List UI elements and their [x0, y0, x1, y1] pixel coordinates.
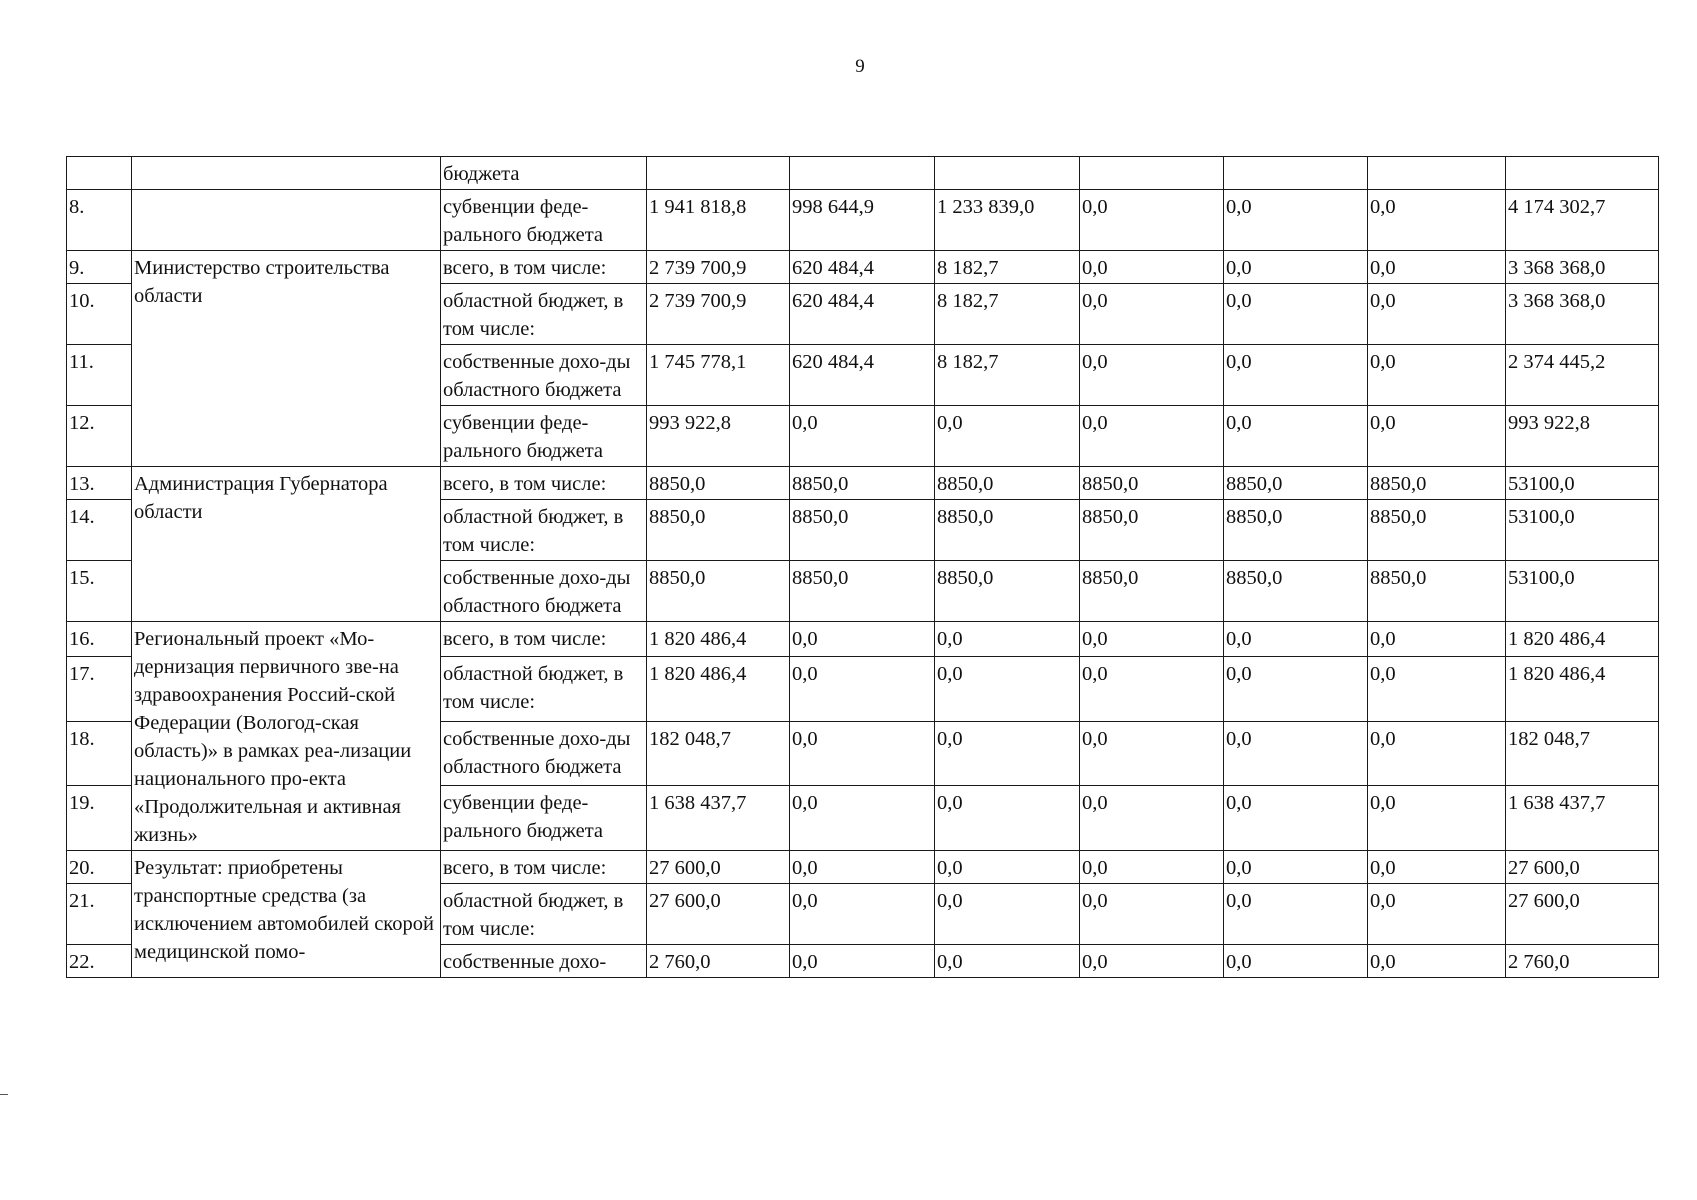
value-cell: 0,0: [1080, 884, 1224, 945]
funding-type-cell: субвенции феде-рального бюджета: [441, 786, 647, 851]
recipient-cell: [132, 190, 441, 251]
value-cell: 8850,0: [647, 500, 790, 561]
value-cell: [647, 157, 790, 190]
value-cell: 8850,0: [1080, 467, 1224, 500]
value-cell: 8850,0: [790, 500, 935, 561]
table-row: [67, 467, 1659, 500]
value-cell: 8850,0: [935, 500, 1080, 561]
value-cell: 8850,0: [935, 561, 1080, 622]
value-cell: 0,0: [1080, 284, 1224, 345]
value-cell: 0,0: [790, 945, 935, 978]
value-cell: 0,0: [1224, 945, 1368, 978]
value-cell: 2 739 700,9: [647, 284, 790, 345]
value-cell: 0,0: [1224, 721, 1368, 786]
value-cell: [1368, 157, 1506, 190]
value-cell: 2 739 700,9: [647, 251, 790, 284]
value-cell: 0,0: [1080, 786, 1224, 851]
value-cell: 182 048,7: [647, 721, 790, 786]
page-number: 9: [855, 56, 865, 77]
value-cell: 0,0: [1224, 190, 1368, 251]
funding-type-cell: областной бюджет, в том числе:: [441, 656, 647, 721]
value-cell: 0,0: [790, 786, 935, 851]
value-cell: 0,0: [1080, 851, 1224, 884]
value-cell: 8850,0: [1368, 467, 1506, 500]
table-row: [67, 190, 1659, 251]
funding-type-cell: всего, в том числе:: [441, 467, 647, 500]
value-cell: 8850,0: [1080, 500, 1224, 561]
value-cell: 0,0: [1080, 251, 1224, 284]
value-cell: 0,0: [790, 406, 935, 467]
table-row: [67, 622, 1659, 657]
funding-type-cell: субвенции феде-рального бюджета: [441, 190, 647, 251]
value-cell: 0,0: [1224, 786, 1368, 851]
funding-type-cell: областной бюджет, в том числе:: [441, 284, 647, 345]
value-cell: 0,0: [1368, 656, 1506, 721]
funding-type-cell: областной бюджет, в том числе:: [441, 500, 647, 561]
recipient-cell: Результат: приобретены транспортные средства (за исключением автомобилей скорой медицинской помо-: [132, 851, 441, 978]
value-cell: 0,0: [1368, 884, 1506, 945]
table-row: [67, 157, 1659, 190]
value-cell: 993 922,8: [1506, 406, 1659, 467]
value-cell: [1506, 157, 1659, 190]
value-cell: 0,0: [1368, 406, 1506, 467]
row-number-cell: 22.: [67, 945, 132, 978]
value-cell: 0,0: [1368, 345, 1506, 406]
funding-type-cell: всего, в том числе:: [441, 622, 647, 657]
value-cell: 2 374 445,2: [1506, 345, 1659, 406]
value-cell: 0,0: [935, 851, 1080, 884]
value-cell: 27 600,0: [647, 851, 790, 884]
row-number-cell: 21.: [67, 884, 132, 945]
recipient-cell: [132, 157, 441, 190]
value-cell: [790, 157, 935, 190]
row-number-cell: 11.: [67, 345, 132, 406]
value-cell: 1 820 486,4: [647, 622, 790, 657]
value-cell: 0,0: [935, 406, 1080, 467]
value-cell: 0,0: [1368, 190, 1506, 251]
value-cell: 620 484,4: [790, 284, 935, 345]
value-cell: 0,0: [935, 622, 1080, 657]
value-cell: 0,0: [1368, 851, 1506, 884]
value-cell: 0,0: [1080, 345, 1224, 406]
value-cell: 0,0: [1224, 406, 1368, 467]
value-cell: 620 484,4: [790, 345, 935, 406]
value-cell: 8850,0: [1224, 500, 1368, 561]
value-cell: 0,0: [1368, 721, 1506, 786]
recipient-cell: Администрация Губернатора области: [132, 467, 441, 622]
value-cell: 1 941 818,8: [647, 190, 790, 251]
funding-type-cell: субвенции феде-рального бюджета: [441, 406, 647, 467]
row-number-cell: 12.: [67, 406, 132, 467]
value-cell: [935, 157, 1080, 190]
row-number-cell: 9.: [67, 251, 132, 284]
value-cell: 8850,0: [1368, 500, 1506, 561]
value-cell: 27 600,0: [647, 884, 790, 945]
value-cell: 0,0: [1080, 406, 1224, 467]
value-cell: 0,0: [1224, 622, 1368, 657]
value-cell: 8850,0: [790, 467, 935, 500]
value-cell: 182 048,7: [1506, 721, 1659, 786]
value-cell: 53100,0: [1506, 561, 1659, 622]
value-cell: 0,0: [790, 851, 935, 884]
value-cell: 8850,0: [790, 561, 935, 622]
value-cell: 1 638 437,7: [647, 786, 790, 851]
funding-type-cell: собственные дохо-ды областного бюджета: [441, 561, 647, 622]
value-cell: 0,0: [935, 786, 1080, 851]
value-cell: 0,0: [935, 884, 1080, 945]
value-cell: 0,0: [790, 721, 935, 786]
value-cell: 3 368 368,0: [1506, 251, 1659, 284]
value-cell: 993 922,8: [647, 406, 790, 467]
value-cell: [1080, 157, 1224, 190]
funding-type-cell: собственные дохо-: [441, 945, 647, 978]
row-number-cell: 16.: [67, 622, 132, 657]
value-cell: 8850,0: [935, 467, 1080, 500]
margin-mark: [0, 1094, 8, 1095]
value-cell: 0,0: [935, 945, 1080, 978]
value-cell: 1 638 437,7: [1506, 786, 1659, 851]
value-cell: 8850,0: [1224, 561, 1368, 622]
value-cell: 1 820 486,4: [1506, 622, 1659, 657]
recipient-cell: Министерство строительства области: [132, 251, 441, 467]
value-cell: 0,0: [1368, 786, 1506, 851]
row-number-cell: 18.: [67, 721, 132, 786]
funding-type-cell: областной бюджет, в том числе:: [441, 884, 647, 945]
value-cell: 1 745 778,1: [647, 345, 790, 406]
value-cell: 0,0: [790, 622, 935, 657]
row-number-cell: [67, 157, 132, 190]
value-cell: 0,0: [790, 656, 935, 721]
budget-table-body: [67, 157, 1659, 978]
value-cell: 8850,0: [1224, 467, 1368, 500]
value-cell: 1 820 486,4: [1506, 656, 1659, 721]
value-cell: 8850,0: [1080, 561, 1224, 622]
funding-type-cell: всего, в том числе:: [441, 251, 647, 284]
row-number-cell: 14.: [67, 500, 132, 561]
value-cell: 0,0: [1368, 622, 1506, 657]
value-cell: 0,0: [1080, 945, 1224, 978]
value-cell: 0,0: [1224, 284, 1368, 345]
value-cell: 0,0: [1368, 251, 1506, 284]
value-cell: 0,0: [1080, 721, 1224, 786]
value-cell: 27 600,0: [1506, 851, 1659, 884]
value-cell: 0,0: [1368, 945, 1506, 978]
funding-type-cell: бюджета: [441, 157, 647, 190]
value-cell: 53100,0: [1506, 500, 1659, 561]
row-number-cell: 17.: [67, 656, 132, 721]
value-cell: 8850,0: [647, 467, 790, 500]
value-cell: [1224, 157, 1368, 190]
value-cell: 2 760,0: [647, 945, 790, 978]
value-cell: 0,0: [1224, 251, 1368, 284]
value-cell: 0,0: [1224, 851, 1368, 884]
row-number-cell: 19.: [67, 786, 132, 851]
value-cell: 8 182,7: [935, 284, 1080, 345]
table-row: [67, 251, 1659, 284]
value-cell: 0,0: [1224, 345, 1368, 406]
row-number-cell: 15.: [67, 561, 132, 622]
row-number-cell: 8.: [67, 190, 132, 251]
value-cell: 8 182,7: [935, 251, 1080, 284]
value-cell: 0,0: [935, 656, 1080, 721]
value-cell: 4 174 302,7: [1506, 190, 1659, 251]
recipient-cell: Региональный проект «Мо-дернизация первичного зве-на здравоохранения Россий-ской Федерации (Вологод-ская область)» в рамках реа-лизации национального про-екта «Продолжительная и активная жизнь»: [132, 622, 441, 851]
funding-type-cell: всего, в том числе:: [441, 851, 647, 884]
row-number-cell: 20.: [67, 851, 132, 884]
budget-table: [66, 156, 1659, 978]
value-cell: 27 600,0: [1506, 884, 1659, 945]
row-number-cell: 13.: [67, 467, 132, 500]
table-row: [67, 851, 1659, 884]
value-cell: 0,0: [1080, 622, 1224, 657]
value-cell: 0,0: [1080, 190, 1224, 251]
value-cell: 0,0: [1080, 656, 1224, 721]
value-cell: 8850,0: [1368, 561, 1506, 622]
value-cell: 0,0: [1368, 284, 1506, 345]
value-cell: 53100,0: [1506, 467, 1659, 500]
value-cell: 3 368 368,0: [1506, 284, 1659, 345]
value-cell: 998 644,9: [790, 190, 935, 251]
value-cell: 0,0: [935, 721, 1080, 786]
row-number-cell: 10.: [67, 284, 132, 345]
value-cell: 620 484,4: [790, 251, 935, 284]
value-cell: 0,0: [1224, 656, 1368, 721]
value-cell: 0,0: [1224, 884, 1368, 945]
value-cell: 8850,0: [647, 561, 790, 622]
value-cell: 0,0: [790, 884, 935, 945]
funding-type-cell: собственные дохо-ды областного бюджета: [441, 721, 647, 786]
value-cell: 1 233 839,0: [935, 190, 1080, 251]
value-cell: 8 182,7: [935, 345, 1080, 406]
funding-type-cell: собственные дохо-ды областного бюджета: [441, 345, 647, 406]
value-cell: 2 760,0: [1506, 945, 1659, 978]
value-cell: 1 820 486,4: [647, 656, 790, 721]
